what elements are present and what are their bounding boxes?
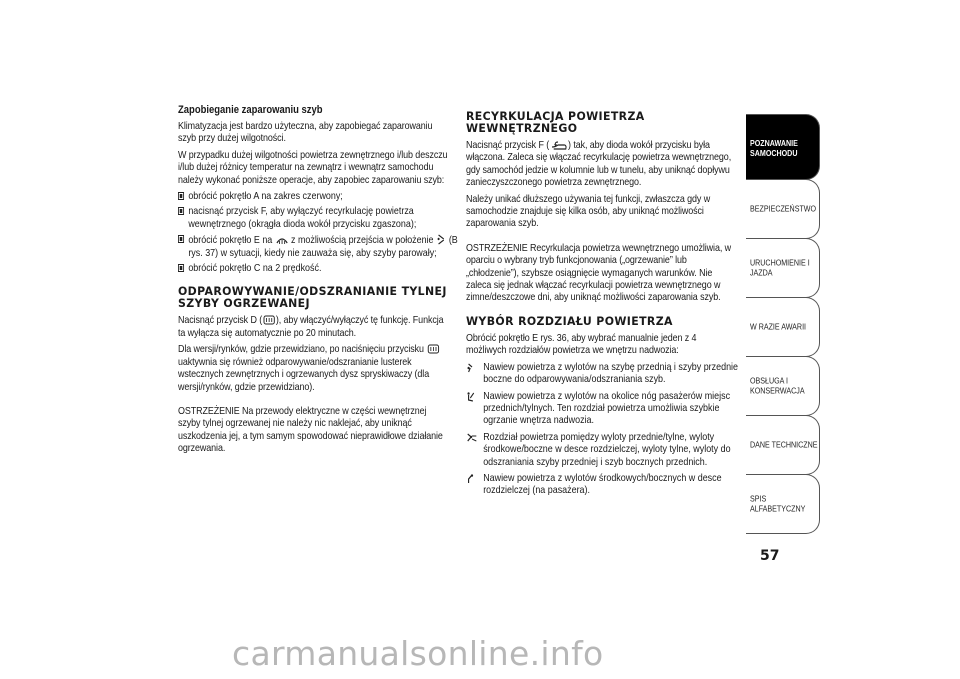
rear-p2-text-b: uaktywnia się również odparowywanie/odszranianie lusterek wstecznych zewnętrznych i ogrzewanych dysz spryskiwaczy (dla wersji/rynków, gdzie przewidziano). bbox=[178, 356, 430, 393]
list-item-text: Nawiew powietrza z wylotów na okolice nóg pasażerów miejsc przednich/tylnych. Ten rozdział powietrza umożliwia szybkie ogrzanie wnętrza nadwozia. bbox=[483, 390, 731, 427]
tab-label: W RAZIE AWARII bbox=[750, 321, 807, 332]
face-airflow-icon bbox=[466, 473, 475, 485]
left-column bbox=[178, 104, 458, 460]
heading-recirculation: RECYRKULACJA POWIETRZA WEWNĘTRZNEGO bbox=[466, 109, 645, 135]
list-item bbox=[466, 362, 755, 387]
rear-defrost-paragraph bbox=[178, 315, 449, 340]
list-item-text-a: obrócić pokrętło E na bbox=[188, 235, 275, 247]
list-item-text-c: (B rys. 37) w sytuacji, kiedy nie zauważa się, aby szyby parowały; bbox=[188, 235, 458, 259]
right-column bbox=[466, 104, 738, 502]
list-item bbox=[178, 263, 460, 275]
recirc-p1-text-a: Nacisnąć przycisk F ( bbox=[466, 140, 550, 151]
list-item bbox=[178, 234, 460, 260]
distribution-intro: Obrócić pokrętło E rys. 36, aby wybrać manualnie jeden z 4 możliwych rozdziałów powietrza we wnętrzu nadwozia: bbox=[466, 332, 697, 357]
tab-label: BEZPIECZEŃSTWO bbox=[750, 203, 817, 214]
mixed-airflow-icon bbox=[466, 432, 478, 444]
rear-warning-paragraph: OSTRZEŻENIE Na przewody elektryczne w części wewnętrznej szyby tylnej ogrzewanej nie należy nic naklejać, aby uniknąć uszkodzenia jej, a tym samym spowodować nieprawidłowe działanie ogrzewania. bbox=[178, 405, 443, 455]
checkbox-bullet-icon bbox=[178, 207, 184, 215]
windshield-feet-airflow-icon bbox=[437, 234, 446, 245]
list-item-text: Nawiew powietrza z wylotów na szybę przednią i szyby przednie boczne do odparowywania/odszraniania szyb. bbox=[483, 361, 738, 386]
heading-rear-defrost: ODPAROWYWANIE/ODSZRANIANIE TYLNEJ SZYBY OGRZEWANEJ bbox=[178, 284, 447, 311]
tab-label: DANE TECHNICZNE bbox=[750, 439, 818, 450]
recirculation-icon bbox=[550, 140, 567, 150]
humidity-paragraph: W przypadku dużej wilgotności powietrza zewnętrznego i/lub deszczu i/lub dużej różnicy temperatur na zewnątrz i wewnątrz samochodu należy wykonać poniższe operacje, aby zapobiec zaparowaniu szyb: bbox=[178, 149, 448, 186]
recirc-p1-text-b: ) tak, aby dioda wokół przycisku była włączona. Zaleca się włączać recyrkulację powietrza wewnętrznego, gdy samochód jedzie w kolumnie lub w tunelu, aby uniknąć dopływu zanieczyszczonego powietrza zewnętrznego. bbox=[466, 140, 732, 189]
list-item bbox=[466, 391, 755, 428]
tab-uruchomienie-i-jazda[interactable] bbox=[746, 238, 820, 298]
recirculation-paragraph bbox=[466, 140, 737, 190]
list-item-text: Nawiew powietrza z wylotów środkowych/bocznych w desce rozdzielczej (na pasażera). bbox=[483, 472, 722, 497]
defog-steps-list bbox=[178, 191, 458, 275]
checkbox-bullet-icon bbox=[178, 192, 184, 200]
list-item-text: nacisnąć przycisk F, aby wyłączyć recyrkulację powietrza wewnętrznego (okrągła dioda wokół przycisku zgaszona); bbox=[188, 206, 417, 230]
list-item-text: obrócić pokrętło C na 2 prędkość. bbox=[188, 263, 322, 275]
tab-w-razie-awarii[interactable] bbox=[746, 297, 820, 357]
watermark: carmanualsonline.info bbox=[232, 634, 604, 673]
rear-p2-text-a: Dla wersji/rynków, gdzie przewidziano, po naciśnięciu przycisku bbox=[178, 344, 427, 356]
intro-paragraph: Klimatyzacja jest bardzo użyteczna, aby zapobiegać zaparowaniu szyb przy dużej wilgotności. bbox=[178, 121, 433, 145]
rear-p1-text-b: ), aby włączyć/wyłączyć tę funkcję. Funkcja ta wyłącza się automatycznie po 20 minutach. bbox=[178, 315, 444, 339]
distribution-list bbox=[466, 362, 738, 498]
mirror-defrost-paragraph bbox=[178, 344, 449, 394]
checkbox-bullet-icon bbox=[178, 235, 184, 243]
windshield-defrost-icon bbox=[276, 235, 288, 245]
tab-label: OBSŁUGA I KONSERWACJA bbox=[750, 375, 805, 395]
page-number: 57 bbox=[760, 548, 780, 564]
tab-poznawanie-samochodu[interactable] bbox=[746, 114, 820, 180]
checkbox-bullet-icon bbox=[178, 264, 184, 272]
recirculation-caution-paragraph: Należy unikać dłuższego używania tej funkcji, zwłaszcza gdy w samochodzie znajduje się kilka osób, aby uniknąć możliwości zaparowania szyb. bbox=[466, 193, 711, 230]
list-item-text: obrócić pokrętło A na zakres czerwony; bbox=[188, 191, 343, 203]
tab-label: POZNAWANIE SAMOCHODU bbox=[750, 138, 798, 158]
heading-air-distribution: WYBÓR ROZDZIAŁU POWIETRZA bbox=[466, 313, 673, 328]
subtitle-defog: Zapobieganie zaparowaniu szyb bbox=[178, 104, 323, 116]
list-item bbox=[178, 191, 460, 203]
tab-bezpieczenstwo[interactable] bbox=[746, 179, 820, 239]
tab-spis-alfabetyczny[interactable] bbox=[746, 474, 820, 534]
tab-label: SPIS ALFABETYCZNY bbox=[750, 493, 806, 513]
list-item bbox=[466, 473, 755, 498]
list-item-text: Rozdział powietrza pomiędzy wyloty przednie/tylne, wyloty środkowe/boczne w desce rozdzielczej, wyloty tylne, wyloty do odszraniania szyby przedniej i szyb bocznych przednich. bbox=[483, 431, 731, 468]
list-item bbox=[178, 206, 460, 231]
feet-airflow-icon bbox=[466, 391, 475, 403]
rear-p1-text-a: Nacisnąć przycisk D ( bbox=[178, 315, 263, 327]
recirculation-warning-paragraph: OSTRZEŻENIE Recyrkulacja powietrza wewnętrznego umożliwia, w oparciu o wybrany tryb funkcjonowania („ogrzewanie” lub „chłodzenie”), szybsze osiągnięcie wymaganych warunków. Nie zaleca się jednak włączać recyrkulacji powietrza wewnętrznego w zimne/deszczowe dni, aby uniknąć możliwości zaparowania szyb. bbox=[466, 242, 732, 304]
list-item bbox=[466, 432, 755, 469]
rear-window-heater-icon bbox=[263, 315, 275, 325]
rear-window-heater-icon bbox=[427, 344, 439, 354]
windshield-airflow-icon bbox=[466, 362, 475, 374]
tab-obsluga-i-konserwacja[interactable] bbox=[746, 356, 820, 416]
tab-label: URUCHOMIENIE I JAZDA bbox=[750, 257, 810, 277]
tab-dane-techniczne[interactable] bbox=[746, 415, 820, 475]
list-item-text-b: z możliwością przejścia w położenie bbox=[288, 235, 437, 247]
chapter-tabs bbox=[746, 114, 820, 533]
